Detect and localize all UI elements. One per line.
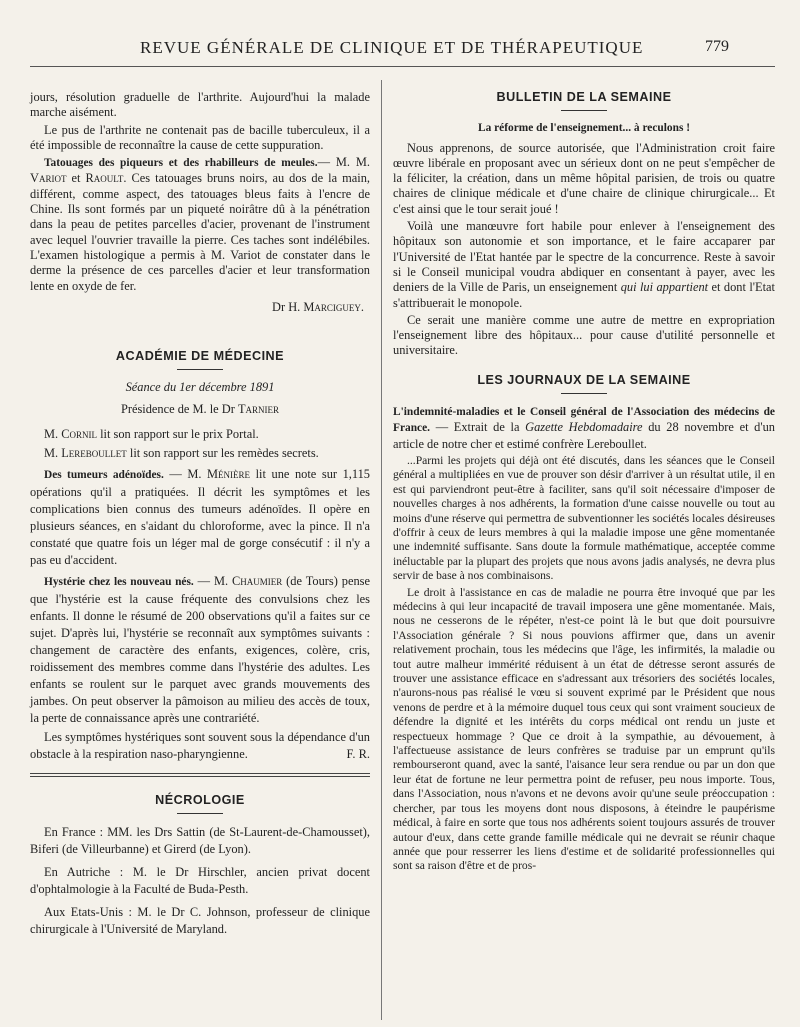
paragraph-hysterie	[30, 573, 370, 727]
bulletin-p2-italic: qui lui appartient	[620, 280, 709, 295]
presidence-prefix: Présidence de M. le Dr	[120, 401, 238, 416]
heading-bulletin-rule	[561, 110, 607, 111]
initials-fr: F. R.	[346, 746, 370, 761]
indemnite-intro-b: du 28 novembre et d'un article de notre cher et estimé confrère Lereboullet.	[393, 420, 776, 451]
paragraph-cornil	[30, 427, 370, 442]
seance-date: Séance du 1er décembre 1891	[125, 380, 275, 395]
presidence	[30, 402, 370, 417]
hysterie-dash: — M.	[193, 573, 232, 588]
signature-suffix: .	[360, 299, 364, 314]
heading-journaux-rule	[561, 393, 607, 394]
paragraph-arthrite-end: jours, résolution graduelle de l'arthrite. Aujourd'hui la malade marche aisément.	[30, 90, 370, 120]
m-cornil: M.	[44, 427, 62, 442]
tatouages-authors-prefix: — M. M.	[317, 155, 370, 170]
paragraph-lereboullet	[30, 446, 370, 461]
bulletin-paragraph-1: Nous apprenons, de source autorisée, que l'Administration croit faire œuvre libérale en proposant avec un sérieux dont on ne peut s'empêcher de la féliciter, la création, dans un même hôpital parisien, de trois ou quatre chaires de clinique médicale et d'une chaire de clinique chirurgicale... Et c'est ainsi que le tour serait joué !	[393, 140, 775, 216]
paragraph-pus: Le pus de l'arthrite ne contenait pas de bacille tuberculeux, il a été impossible de reconnaître la cause de cette suppuration.	[30, 122, 370, 152]
hysterie-text: (de Tours) pense que l'hystérie est la cause fréquente des convulsions chez les enfants. Il donne le résumé de 200 observations qu'il a faites sur ce sujet. D'après lui, l'hystérie se reconnaît aux symptômes suivants : changement de caractère des enfants, exigences, colère, cris, roidissement des membres comme dans l'hystérie des adultes. Les enfants se roulent sur le parquet avec grands mouvements des jambes. On peut observer la pâmoison au milieu des accès de toux, la perte de connaissance après une contrariété.	[30, 573, 370, 725]
section-separator	[30, 773, 370, 777]
signature-marciguey	[30, 300, 364, 315]
hysterie-title: Hystérie chez les nouveau nés.	[44, 575, 194, 588]
reforme-title: La réforme de l'enseignement... à reculons !	[477, 122, 691, 135]
column-divider	[381, 80, 382, 1020]
tumeurs-text: lit une note sur 1,115 opérations qu'il a pratiquées. Il décrit les symptômes et les complications bien connus des tumeurs adénoïdes. Il opère en plusieurs séances, en s'aidant du chloroforme, avec la pince. Il n'a constaté que quatre fois un léger mal de gorge consécutif : il n'y a pas eu d'accident.	[30, 466, 370, 567]
necro-france: En France : MM. les Drs Sattin (de St-Laurent-de-Chamousset), Biferi (de Villeurbanne) et Girerd (de Lyon).	[30, 824, 370, 856]
lereboullet-text: lit son rapport sur les remèdes secrets.	[126, 446, 319, 461]
author-raoult: Raoult	[85, 171, 124, 186]
signature-prefix: Dr H.	[272, 299, 304, 314]
heading-necrologie: NÉCROLOGIE	[155, 792, 245, 807]
presidence-name: Tarnier	[237, 401, 280, 416]
indemnite-title: L'indemnité-maladies et le Conseil général de l'Association des médecins de France.	[393, 406, 775, 435]
bulletin-p2-a: Voilà une manœuvre fort habile pour enlever à l'enseignement des hôpitaux son autonomie et son importance, et le faire accaparer par l'Université de l'Etat hantée par le spectre de la concurrence. Reste à savoir si le Conseil municipal voudra abdiquer en consentant à payer, avec les deniers de la Ville de Paris, un enseignement	[393, 219, 775, 295]
symptomes-text: Les symptômes hystériques sont souvent sous la dépendance d'un obstacle à la respiration naso-pharyngienne.	[30, 729, 370, 761]
indemnite-intro	[393, 404, 775, 452]
author-variot: Variot	[30, 171, 67, 186]
heading-bulletin: BULLETIN DE LA SEMAINE	[496, 90, 672, 104]
paragraph-symptomes	[30, 729, 370, 763]
necro-etats-unis: Aux Etats-Unis : M. le Dr C. Johnson, professeur de clinique chirurgicale à l'Université de Maryland.	[30, 904, 370, 936]
page-number: 779	[705, 38, 729, 55]
tatouages-and: et	[66, 171, 86, 186]
meniere-name: Ménière	[207, 466, 251, 481]
paragraph-tatouages	[30, 155, 370, 294]
cornil-text: lit son rapport sur le prix Portal.	[96, 427, 259, 442]
heading-necrologie-rule	[177, 813, 223, 814]
running-head	[0, 38, 800, 62]
gazette-title: Gazette Hebdomadaire	[525, 420, 643, 435]
running-title: REVUE GÉNÉRALE DE CLINIQUE ET DE THÉRAPEUTIQUE	[140, 38, 644, 57]
header-rule	[30, 66, 775, 67]
right-column	[393, 90, 775, 876]
heading-academie: ACADÉMIE DE MÉDECINE	[115, 349, 285, 364]
heading-academie-rule	[177, 369, 223, 370]
left-column	[30, 90, 370, 940]
tumeurs-title: Des tumeurs adénoïdes.	[44, 468, 164, 481]
heading-journaux: LES JOURNAUX DE LA SEMAINE	[477, 372, 691, 387]
necro-autriche: En Autriche : M. le Dr Hirschler, ancien privat docent d'ophtalmologie à la Faculté de Buda-Pesth.	[30, 864, 370, 896]
journal-paragraph-2: Le droit à l'assistance en cas de maladie ne pourra être invoqué que par les médecins à qui leur incapacité de travail imposera une gêne momentanée. Mais, nous ne cesserons de le répéter, n'est-ce point là le but que doit poursuivre l'Association générale ? Si nous pouvions affirmer que, dans un avenir relativement prochain, tous les médecins que l'âge, les infirmités, la maladie ou tout autre malheur immérité réduisent à un état de détresse seront assurés de trouver une assistance efficace en s'adressant aux trésoriers des sociétés locales, n'aurons-nous pas réalisé le vœu si souvent exprimé par le Président que nous venons de perdre et à la mémoire duquel tous ceux qui sont vraiment soucieux de défendre la dignité et les intérêts du corps médical ont rendu un juste et respectueux hommage ? Que ce droit à la sympathie, au dévouement, à l'affectueuse assistance de leurs confrères se traduise par un emprunt qu'ils rembourseront quand, avec la santé, l'aisance leur sera rendue ou par un don que leur état de fortune ne leur permettra point de refuser, peu nous importe. Tous, dans l'Association, nous n'avons et ne devons avoir qu'une seule préoccupation : chercher, par tous les moyens dont nous disposons, à éteindre le paupérisme médical, à faire en sorte que tous nos adhérents soient toujours assurés de trouver autour d'eux, dans cette grande famille médicale qui ne devrait se réunir chaque année que pour resserrer les liens d'estime et de solidarité professionnelles qui sont sa raison d'être et de pros-	[393, 585, 775, 873]
lereboullet-name: Lereboullet	[61, 446, 127, 461]
tatouages-text: . Ces tatouages bruns noirs, au dos de la main, différent, comme aspect, des tatouages bleus faits à l'encre de Chine. Ils sont formés par un piqueté noirâtre dû à la pénétration dans la peau de petites parcelles d'acier, provenant de l'instrument avec lequel l'ouvrier travaille la pierre. Ces taches sont indélébiles. L'examen histologique a permis à M. Variot de constater dans le derme la présence de ces parcelles d'acier et leur transformation lente en oxyde de fer.	[30, 171, 371, 293]
chaumier-name: Chaumier	[232, 573, 283, 588]
tumeurs-dash: — M.	[163, 466, 208, 481]
journal-paragraph-1: ...Parmi les projets qui déjà ont été discutés, dans les séances que le Conseil général a multipliées en vue de prouver son désir d'arriver à un résultat utile, il en est qui parviendront peut-être à faciliter, sans qu'il soit nécessaire d'imposer de nouvelles charges à nos adhérents, la formation d'une caisse nouvelle ou tout au moins d'une réserve qui permettra de subventionner les sociétés locales désireuses d'offrir à ceux de leurs membres à qui la maladie impose une gêne momentanée une indemnité suffisante. Sans doute la formule mathématique, acceptée comme inéluctable par la plupart des projets que nous avons jadis analysés, ne devra plus servir de base à nos combinaisons.	[393, 453, 775, 583]
cornil-name: Cornil	[61, 427, 97, 442]
bulletin-paragraph-2	[393, 219, 775, 311]
paragraph-tumeurs	[30, 466, 370, 569]
m-lereboullet: M.	[44, 446, 62, 461]
bulletin-p2-b: et dont l'Etat s'attribuerait le monopole.	[393, 280, 775, 310]
signature-name: Marciguey	[303, 299, 361, 314]
bulletin-paragraph-3: Ce serait une manière comme une autre de mettre en expropriation l'enseignement libre des hôpitaux... pour cause d'utilité personnelle et universitaire.	[393, 312, 775, 358]
tatouages-title: Tatouages des piqueurs et des rhabilleurs de meules.	[44, 157, 318, 170]
indemnite-intro-a: — Extrait de la	[430, 420, 526, 435]
